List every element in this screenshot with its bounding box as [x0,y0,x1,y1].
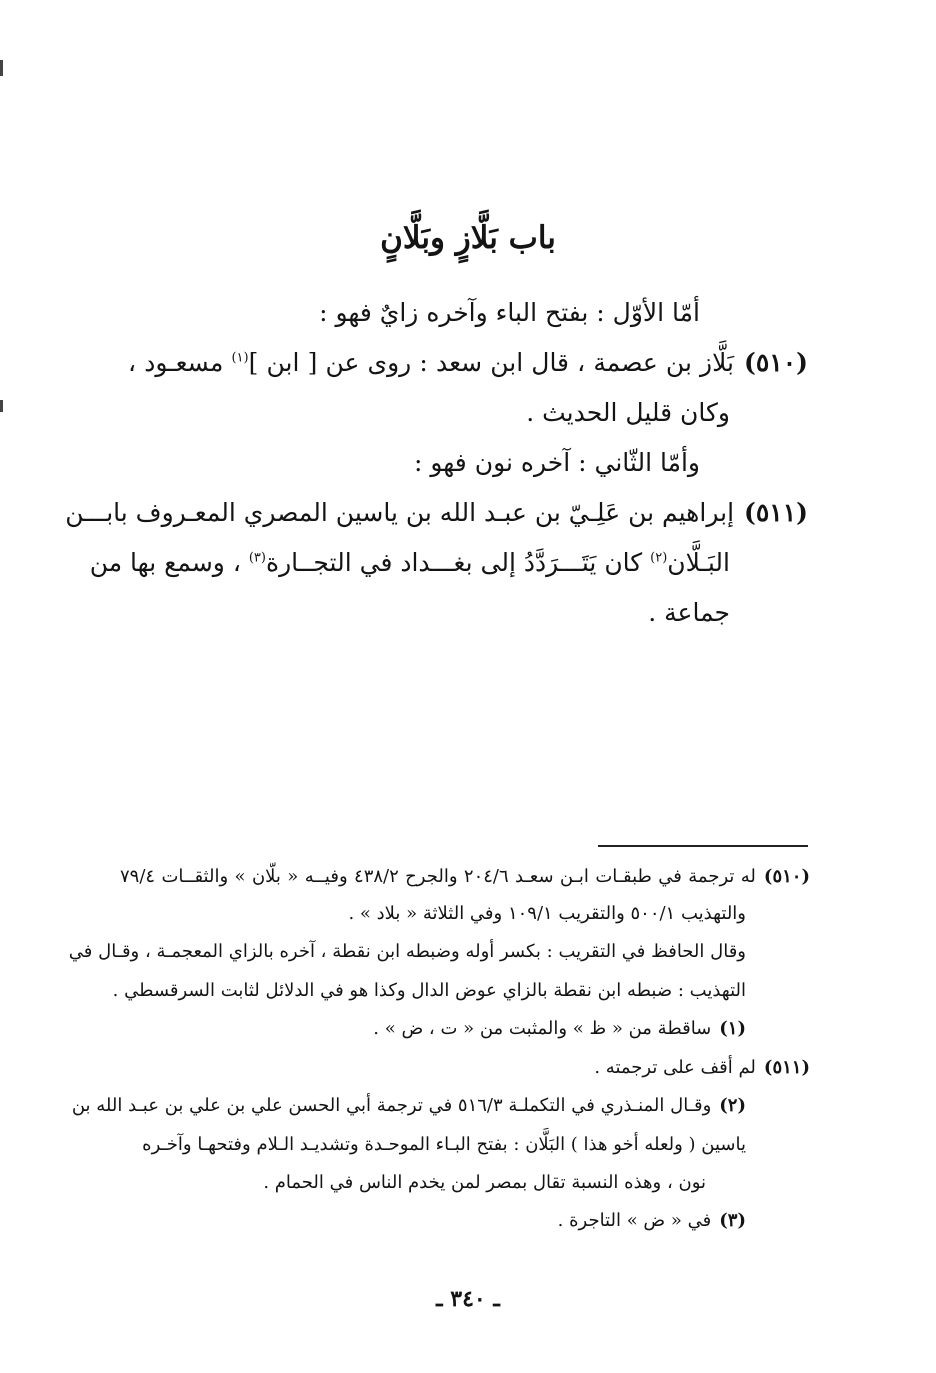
footnote-text: لم أقف على ترجمته . [594,1057,756,1078]
entry-511-line-2 [89,548,730,577]
entry-text: بَلَّاز بن عصمة ، قال ابن سعد : روى عن [ ابن ] [248,348,735,377]
footnote-510-line-3: وقال الحافظ في التقريب : بكسر أوله وضبطه ابن نقطة ، آخره بالزاي المعجمـة ، وقـال في [68,941,746,962]
entry-text: البَـلَّان [667,548,730,577]
footnote-2-line-1 [71,1095,746,1116]
footnote-2-line-2: ياسين ( ولعله أخو هذا ) البَلَّان : بفتح البـاء الموحـدة وتشديـد الـلام وفتحهـا وآخـره [142,1134,746,1155]
footnote-3 [558,1210,746,1231]
entry-text: كان يَتَـــرَدَّدُ إلى بغـــداد في التجــارة [265,548,651,577]
footnote-ref: (٣) [248,550,266,566]
footnote-number: (٢) [719,1095,746,1116]
footnote-number: (١) [719,1018,746,1039]
footnote-separator [598,845,808,847]
footnote-ref: (١) [231,350,249,366]
footnote-510-line-2: والتهذيب ٥٠٠/١ والتقريب ١٠٩/١ وفي الثلاثة « بلاد » . [348,903,746,924]
scan-edge-mark [0,400,3,412]
footnote-number: (٥١١) [763,1057,810,1078]
footnote-text: ساقطة من « ظ » والمثبت من « ت ، ض » . [373,1018,712,1039]
scan-edge-mark [0,60,3,76]
footnote-number: (٣) [719,1210,746,1231]
footnote-510-line-1 [120,866,810,887]
footnote-2-line-3: نون ، وهذه النسبة تقال بمصر لمن يخدم الناس في الحمام . [263,1172,706,1193]
footnote-text: وقـال المنـذري في التكملـة ٥١٦/٣ في ترجمة أبي الحسن علي بن علي بن عبـد الله بن [71,1095,712,1116]
footnote-text: له ترجمة في طبقـات ابـن سعـد ٢٠٤/٦ والجرح ٤٣٨/٢ وفيــه « بلّان » والثقــات ٧٩/٤ [120,866,756,887]
entry-511-line-3: جماعة . [648,598,730,627]
entry-511-line-1 [65,498,808,527]
section-heading-first: أمّا الأوّل : بفتح الباء وآخره زايٌ فهو : [319,298,700,327]
footnote-text: في « ض » التاجرة . [557,1210,712,1231]
entry-number: (٥١٠) [744,348,808,377]
section-heading-second: وأمّا الثّاني : آخره نون فهو : [414,448,700,477]
footnote-number: (٥١٠) [763,866,810,887]
entry-text: إبراهيم بن عَلِـيّ بن عبـد الله بن ياسين المصري المعـروف بابـــن [65,498,735,527]
entry-number: (٥١١) [744,498,808,527]
footnote-511 [594,1057,810,1078]
footnote-510-line-4: التهذيب : ضبطه ابن نقطة بالزاي عوض الدال وكذا هو في الدلائل لثابت السرقسطي . [112,980,746,1001]
entry-510-line-2: وكان قليل الحديث . [526,398,730,427]
page-number: ـ ٣٤٠ ـ [436,1286,500,1312]
entry-text: مسعـود ، [128,348,232,377]
entry-text: ، وسمع بها من [89,548,249,577]
chapter-title: باب بَلَّازٍ وبَلَّانٍ [380,220,556,256]
entry-510-line-1 [128,348,808,377]
footnote-1 [373,1018,746,1039]
footnote-ref: (٢) [650,550,668,566]
